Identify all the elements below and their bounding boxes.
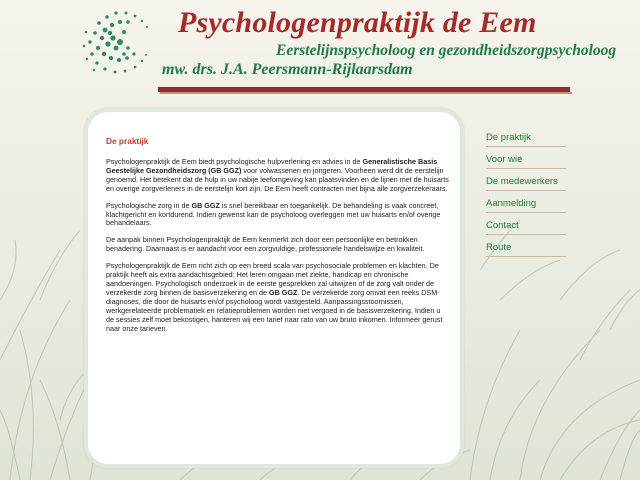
content-panel [84,108,464,468]
nav-link-de-medewerkers[interactable]: De medewerkers [486,175,566,191]
bold-text: GB GGZ [191,200,220,210]
logo-icon [80,8,160,78]
text-run: Psychologenpraktijk de Eem richt zich op een breed scala van psychosociale problemen en klachten. De praktijk heeft als extra aandachtsgebied: Het leren omgaan met ziekte, handicap en chronische aandoeningen. Psychologisch onderzoek in de eerste gesprekken zal uitwijzen of de zorg valt onder de verzekerde zorg binnen de basisverzekering en de [106,261,439,297]
nav-link-de-praktijk[interactable]: De praktijk [486,131,566,147]
text-run: Psychologische zorg in de [106,200,192,210]
nav-link-contact[interactable]: Contact [486,219,566,235]
text-run: is snel bereikbaar en toegankelijk. De behandeling is vaak concreet, klachtgericht en kortdurend. Indien gewenst kan de psycholoog overleggen met uw huisarts en/of overige behandelaars. [106,200,441,228]
site-title: Psychologenpraktijk de Eem [178,6,537,39]
text-run: . De verzekerde zorg omvat een reeks DSM- diagnoses, die door de huisarts en/of psycholoog wordt vastgesteld. Aanpassingsstoornissen, werkgerelateerde problematiek en relatieproblemen worden niet vergoed in de basisverzekering. Indien u de sessies zelf moet bekostigen, hanteren wij een tarief naar rato van uw bruto inkomen. Informeer gerust naar onze tarieven. [106,287,443,333]
bold-text: Generalistische Basis Geestelijke Gezondheidszorg (GB GGZ) [106,157,438,175]
site-subtitle: Eerstelijnspsycholoog en gezondheidszorgpsycholoog [276,42,617,59]
bold-text: GB GGZ [269,287,298,297]
text-run: voor volwassenen en jongeren. Voorheen werd dit de eerstelijn genoemd. Het betekent dat de hulp in uw nabije leefomgeving kan plaatsvinden en de lijnen met de huisarts en overige zorgverleners in de eerstelijn kort zijn. De Eem heeft contracten met bijna alle zorgverzekeraars. [106,165,449,193]
section-heading: De praktijk [106,136,149,146]
main-nav [486,131,566,263]
nav-link-route[interactable]: Route [486,241,566,257]
paragraph-focus [106,262,450,333]
text-run: Psychologenpraktijk de Eem biedt psychologische hulpverlening en advies in de [106,157,363,166]
site-header [0,0,640,100]
header-divider-shadow [160,92,572,94]
nav-link-voor-wie[interactable]: Voor wie [486,153,566,169]
main-content [106,136,450,333]
owner-name: mw. drs. J.A. Peersmann-Rijlaarsdam [162,61,413,78]
nav-link-aanmelding[interactable]: Aanmelding [486,197,566,213]
paragraph-intro [106,158,450,194]
paragraph-approach: De aanpak binnen Psychologenpraktijk de Eem kenmerkt zich door een persoonlijke en betrokken benadering. Daarnaast is er aandacht voor een zorgvuldige, professionele handelswijze en kwaliteit. [106,235,425,254]
paragraph-care [106,202,450,229]
